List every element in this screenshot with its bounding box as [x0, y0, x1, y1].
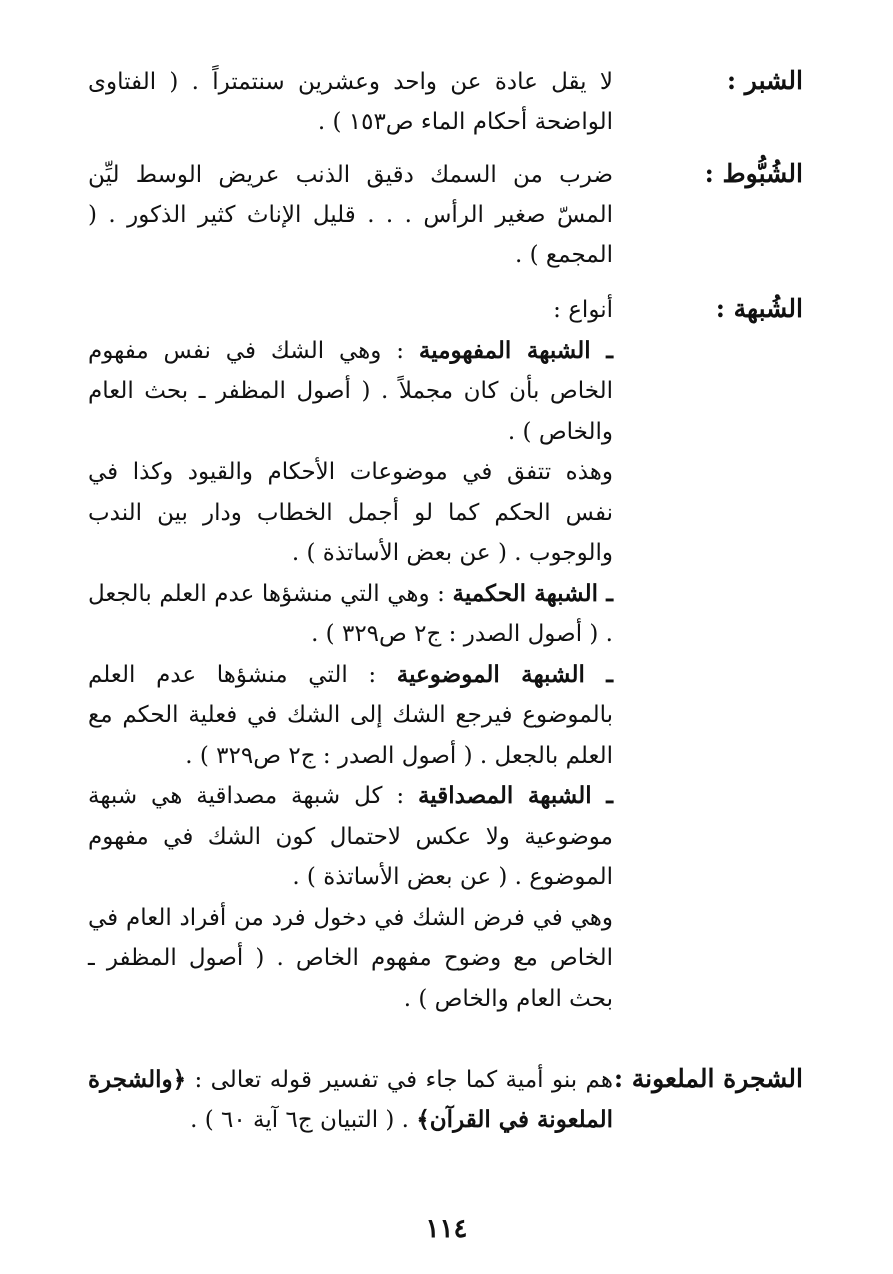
entry-definition — [88, 62, 613, 142]
entry-definition — [88, 155, 613, 275]
entry-definition — [88, 290, 613, 1019]
definition-text: ضرب من السمك دقيق الذنب عريض الوسط ليِّن المسّ صغير الرأس . . . قليل الإناث كثير الذكور . ( المجمع ) . — [88, 162, 613, 268]
block-text: وهذه تتفق في موضوعات الأحكام والقيود وكذا في نفس الحكم كما لو أجمل الخطاب ودار بين الندب والوجوب . ( عن بعض الأساتذة ) . — [88, 459, 613, 566]
definition-pre: هم بنو أمية كما جاء في تفسير قوله تعالى : — [186, 1067, 613, 1093]
definition-intro: أنواع : — [553, 297, 613, 323]
definition-block — [88, 655, 613, 777]
entry-term: الشُبهة : — [715, 294, 803, 323]
definition-block — [88, 776, 613, 898]
definition-text: لا يقل عادة عن واحد وعشرين سنتمتراً . ( الفتاوى الواضحة أحكام الماء ص١٥٣ ) . — [88, 69, 613, 135]
block-heading: ـ الشبهة المفهومية — [418, 336, 613, 364]
definition-text — [88, 1060, 613, 1140]
entry-term: الشبر : — [726, 66, 803, 95]
definition-block — [88, 331, 613, 453]
block-heading: ـ الشبهة الموضوعية — [396, 660, 613, 688]
entry-term: الشجرة الملعونة : — [613, 1064, 803, 1093]
block-heading: ـ الشبهة المصداقية — [417, 782, 613, 809]
entry-term: الشُبُّوط : — [704, 159, 803, 188]
page-number: ١١٤ — [425, 1214, 468, 1244]
block-text: وهي في فرض الشك في دخول فرد من أفراد العام في الخاص مع وضوح مفهوم الخاص . ( أصول المظفر ـ بحث العام والخاص ) . — [88, 904, 613, 1012]
entry-definition — [88, 1060, 613, 1140]
definition-block — [88, 452, 613, 574]
block-text: : وهي التي منشؤها عدم العلم بالجعل . ( أصول الصدر : ج٢ ص٣٢٩ ) . — [88, 580, 613, 647]
block-text: : التي منشؤها عدم العلم بالموضوع فيرجع الشك إلى الشك في فعلية الحكم مع العلم بالجعل . ( أصول الصدر : ج٢ ص٣٢٩ ) . — [88, 661, 613, 769]
block-text: : كل شبهة مصداقية هي شبهة موضوعية ولا عكس لاحتمال كون الشك في مفهوم الموضوع . ( عن بعض الأساتذة ) . — [88, 783, 613, 890]
definition-block — [88, 574, 613, 655]
quran-quote: ﴿والشجرة الملعونة في القرآن﴾ — [88, 1066, 613, 1133]
block-heading: ـ الشبهة الحكمية — [452, 579, 613, 607]
definition-post: . ( التبيان ج٦ آية ٦٠ ) . — [190, 1107, 417, 1133]
block-text: : وهي الشك في نفس مفهوم الخاص بأن كان مجملاً . ( أصول المظفر ـ بحث العام والخاص ) . — [88, 337, 613, 445]
definition-block — [88, 898, 613, 1020]
